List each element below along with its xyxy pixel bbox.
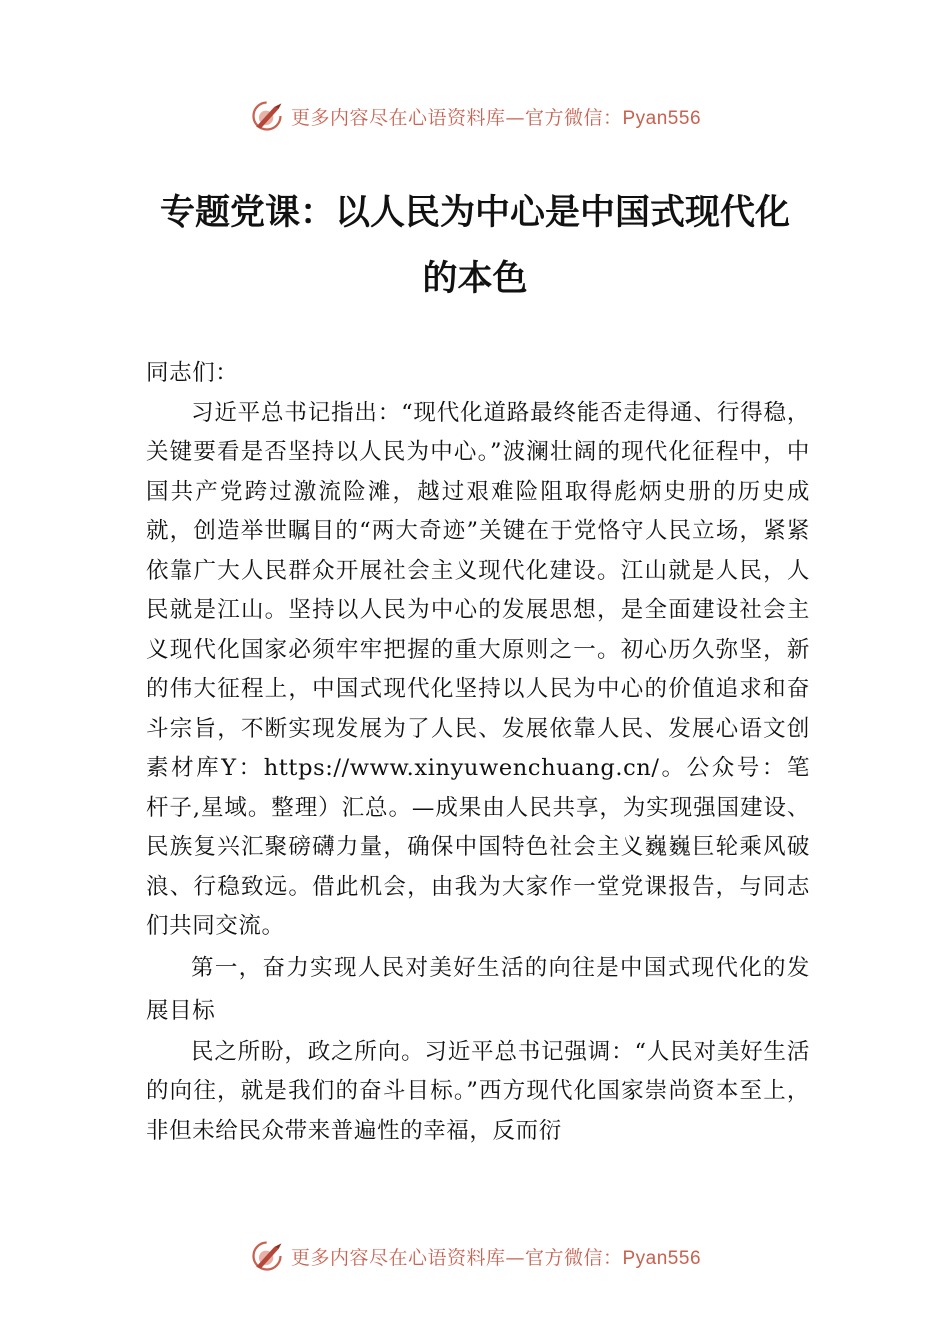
paragraph-2: 民之所盼，政之所向。习近平总书记强调：“人民对美好生活的向往，就是我们的奋斗目标。”西方现代化国家崇尚资本至上，非但未给民众带来普遍性的幸福，反而衍 (146, 1038, 810, 1144)
salutation: 同志们： (146, 360, 239, 386)
banner-text: 更多内容尽在心语资料库—官方微信：Pyan556 (290, 1246, 702, 1269)
pen-logo-icon (249, 1238, 285, 1274)
section-heading-1: 第一，奋力实现人民对美好生活的向往是中国式现代化的发展目标 (146, 954, 810, 1024)
header-banner (0, 96, 950, 136)
document-body (146, 354, 810, 1151)
pen-logo-icon (249, 98, 285, 134)
banner-text: 更多内容尽在心语资料库—官方微信：Pyan556 (290, 106, 702, 129)
footer-banner (0, 1236, 950, 1276)
title-line-1: 专题党课：以人民为中心是中国式现代化 (159, 193, 790, 233)
document-title (130, 180, 820, 312)
paragraph-1: 习近平总书记指出：“现代化道路最终能否走得通、行得稳，关键要看是否坚持以人民为中心。”波澜壮阔的现代化征程中，中国共产党跨过激流险滩，越过艰难险阻取得彪炳史册的历史成就，创造举世瞩目的“两大奇迹”关键在于党恪守人民立场，紧紧依靠广大人民群众开展社会主义现代化建设。江山就是人民，人民就是江山。坚持以人民为中心的发展思想，是全面建设社会主义现代化国家必须牢牢把握的重大原则之一。初心历久弥坚，新的伟大征程上，中国式现代化坚持以人民为中心的价值追求和奋斗宗旨，不断实现发展为了人民、发展依靠人民、发展心语文创素材库Y：https://www.xinyuwenchuang.cn/。公众号：笔杆子,星域。整理）汇总。—成果由人民共享，为实现强国建设、民族复兴汇聚磅礴力量，确保中国特色社会主义巍巍巨轮乘风破浪、行稳致远。借此机会，由我为大家作一堂党课报告，与同志们共同交流。 (146, 399, 810, 939)
title-line-2: 的本色 (422, 259, 528, 299)
